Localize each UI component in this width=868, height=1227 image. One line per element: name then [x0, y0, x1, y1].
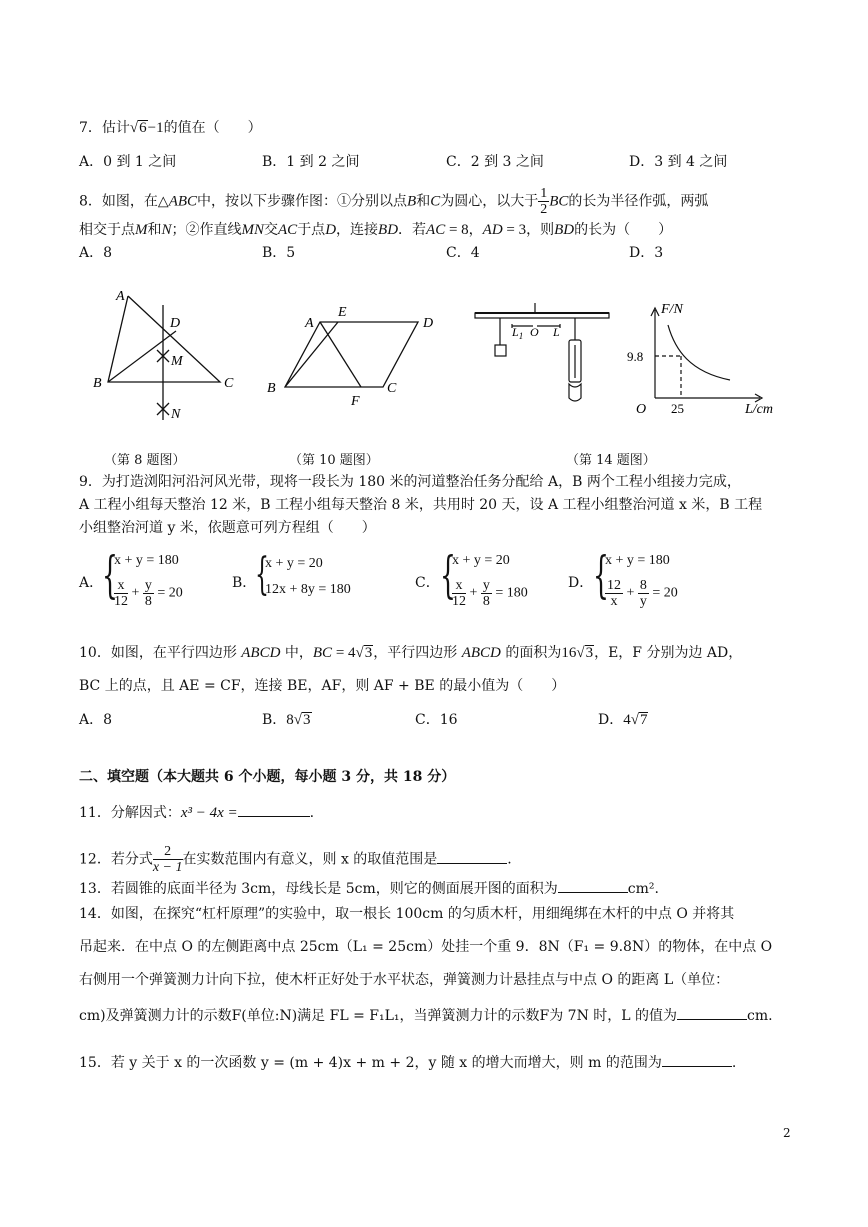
fig14-caption: （第 14 题图） — [566, 453, 656, 468]
q12-blank[interactable] — [437, 849, 507, 864]
section2-title: 二、填空题（本大题共 6 个小题，每小题 3 分，共 18 分） — [79, 769, 456, 785]
q9-option-a-label: A． — [79, 575, 104, 591]
q14-blank[interactable] — [677, 1005, 747, 1020]
q9-option-d-system: { x + y = 180 $\frac{12}{x}$ + $\frac{8}{y}$ = 20 — [593, 546, 678, 609]
q8-half-fraction: $\frac{1}{2}$ — [540, 186, 548, 217]
fig10-parallelogram — [285, 322, 418, 387]
fig10-caption: （第 10 题图） — [289, 453, 379, 468]
fig10-label-a: A — [305, 316, 314, 331]
q9-line-3: 小组整治河道 y 米，依题意可列方程组（ ） — [79, 520, 376, 536]
q10-line-2: BC 上的点，且 AE = CF，连接 BE，AF，则 AF + BE 的最小值为（ ） — [79, 678, 566, 694]
fig8-triangle — [108, 296, 220, 420]
q9-option-c-label: C． — [415, 575, 440, 591]
figures-svg — [0, 280, 868, 440]
fig8-label-d: D — [170, 316, 181, 331]
fig14-label-o: O — [530, 325, 539, 339]
fig14-lever — [475, 303, 609, 401]
fig8-caption: （第 8 题图） — [104, 453, 186, 468]
q10-option-c: C．16 — [415, 712, 458, 728]
graph-yvalue: 9.8 — [627, 349, 644, 364]
fig10-label-e: E — [338, 305, 347, 320]
q9-option-b-system: { x + y = 20 12x + 8y = 180 — [255, 549, 351, 600]
q14-line-1: 14．如图，在探究“杠杆原理”的实验中，取一根长 100cm 的匀质木杆，用细绳绑在木杆的中点 O 并将其 — [79, 906, 735, 922]
q11-blank[interactable] — [238, 802, 310, 817]
q14-line-2: 吊起来．在中点 O 的左侧距离中点 25cm（L₁ = 25cm）处挂一个重 9．8N（F₁ = 9.8N）的物体，在中点 O — [79, 939, 773, 955]
q7-option-d: D．3 到 4 之间 — [629, 154, 728, 170]
page-number: 2 — [783, 1126, 791, 1140]
fig14-label-l: L — [553, 325, 560, 339]
fig14-graph — [651, 308, 762, 402]
q8-option-c: C．4 — [446, 245, 480, 261]
graph-ylabel: F/N — [661, 302, 683, 317]
graph-origin: O — [636, 402, 647, 417]
q9-option-a-system: { x + y = 180 $\frac{x}{12}$ + $\frac{y}{8}$ = 20 — [102, 546, 183, 609]
fig10-label-b: B — [267, 381, 276, 396]
q12-fraction: $\frac{2}{x - 1}$ — [152, 844, 183, 875]
fig14-label-l1: $L_1$ — [512, 325, 524, 341]
q14-line-3: 右侧用一个弹簧测力计向下拉，使木杆正好处于水平状态，弹簧测力计悬挂点与中点 O 的距离 L（单位： — [79, 972, 730, 988]
q9-line-1: 9．为打造浏阳河沿河风光带，现将一段长为 180 米的河道整治任务分配给 A，B 两个工程小组接力完成， — [79, 474, 741, 490]
q12: 12．若分式 $\frac{2}{x - 1}$ 在实数范围内有意义，则 x 的取值范围是 . — [79, 844, 512, 875]
q10-option-b: B．8√3 — [262, 712, 311, 728]
q8-option-a: A．8 — [79, 245, 113, 261]
q7-stem: 7．估计√6−1的值在（ ） — [79, 120, 262, 136]
fig8-label-a: A — [116, 289, 125, 304]
fig8-label-b: B — [93, 376, 102, 391]
fig10-label-c: C — [387, 381, 397, 396]
q14-line-4: cm)及弹簧测力计的示数F(单位:N)满足 FL = F₁L₁，当弹簧测力计的示数F为 7N 时，L 的值为 cm. — [79, 1005, 773, 1026]
q9-option-b-label: B． — [232, 575, 257, 591]
q15: 15．若 y 关于 x 的一次函数 y = (m + 4)x + m + 2，y 随 x 的增大而增大，则 m 的范围为 . — [79, 1052, 736, 1073]
q8-option-d: D．3 — [629, 245, 664, 261]
fig10-label-f: F — [351, 394, 360, 409]
q9-option-c-system: { x + y = 20 $\frac{x}{12}$ + $\frac{y}{8}$ = 180 — [440, 546, 528, 609]
q9-option-d-label: D． — [568, 575, 594, 591]
q7-option-b: B．1 到 2 之间 — [262, 154, 360, 170]
graph-xlabel: L/cm — [745, 402, 773, 417]
q7-option-c: C．2 到 3 之间 — [446, 154, 544, 170]
fig8-label-n: N — [171, 407, 181, 422]
q10-option-a: A．8 — [79, 712, 113, 728]
q13: 13．若圆锥的底面半径为 3cm，母线长是 5cm，则它的侧面展开图的面积为 cm². — [79, 878, 659, 899]
q8-line-1: 8．如图，在△ABC中，按以下步骤作图：①分别以点B和C为圆心，以大于 $\frac{1}{2}$ BC的长为半径作弧，两弧 — [79, 186, 709, 217]
q11: 11．分解因式：x³ − 4x = . — [79, 802, 314, 823]
fig8-label-c: C — [224, 376, 234, 391]
q10-option-d: D．4√7 — [598, 712, 648, 728]
graph-xvalue: 25 — [671, 401, 684, 416]
q8-option-b: B．5 — [262, 245, 296, 261]
fig10-label-d: D — [423, 316, 434, 331]
q8-line-2: 相交于点M和N；②作直线MN交AC于点D，连接BD．若AC = 8，AD = 3，则BD的长为（ ） — [79, 222, 673, 238]
q13-blank[interactable] — [558, 878, 628, 893]
q10-line-1: 10．如图，在平行四边形 ABCD 中，BC = 4√3，平行四边形 ABCD 的面积为16√3，E，F 分别为边 AD， — [79, 645, 743, 661]
q15-blank[interactable] — [662, 1052, 732, 1067]
q9-line-2: A 工程小组每天整治 12 米，B 工程小组每天整治 8 米，共用时 20 天，设 A 工程小组整治河道 x 米，B 工程 — [79, 497, 763, 513]
q7-option-a: A．0 到 1 之间 — [79, 154, 177, 170]
fig8-label-m: M — [171, 354, 183, 369]
